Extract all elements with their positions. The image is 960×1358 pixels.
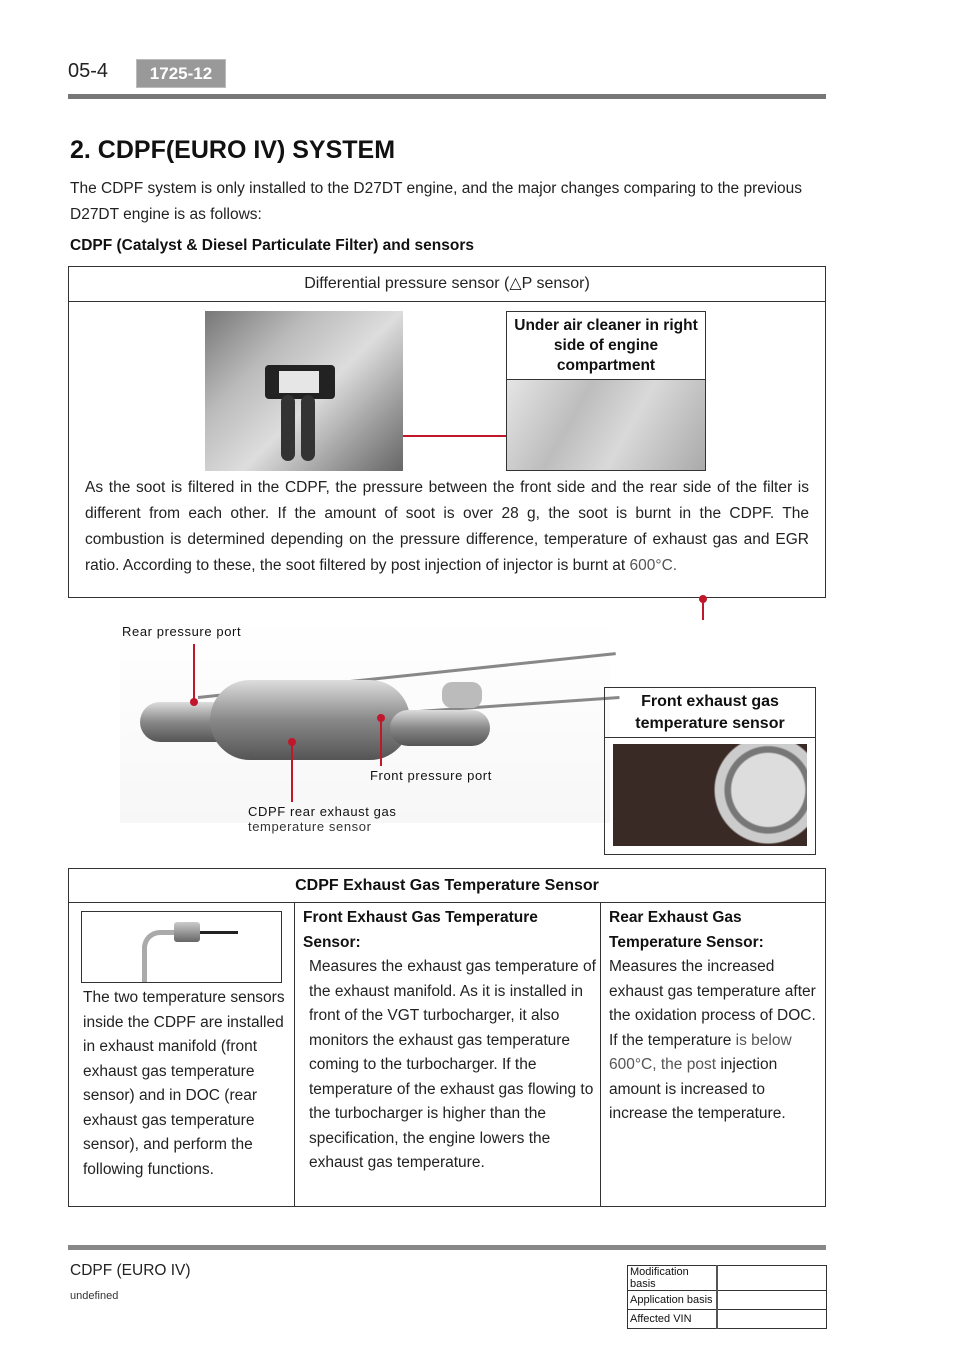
front-pressure-port-label: Front pressure port — [370, 768, 492, 783]
leader-dot — [190, 698, 198, 706]
basis-label: Affected VIN — [628, 1310, 718, 1329]
leader-dot — [377, 714, 385, 722]
probe-wire — [200, 931, 238, 934]
section-subheading: CDPF (Catalyst & Diesel Particulate Filter) and sensors — [70, 237, 474, 254]
front-sensor-content — [303, 906, 599, 1176]
probe-nut — [174, 922, 200, 942]
front-sensor-column — [295, 902, 601, 1206]
footer-subtitle: undefined — [70, 1290, 119, 1302]
leader-dot — [288, 738, 296, 746]
probe-stem — [142, 946, 147, 982]
page-number: 05-4 — [68, 60, 109, 82]
footer-title: CDPF (EURO IV) — [70, 1262, 191, 1279]
rear-sensor-text-b: is below 600°C, the post — [609, 1031, 792, 1073]
section-title: 2. CDPF(EURO IV) SYSTEM — [70, 136, 396, 164]
basis-label: Modification basis — [628, 1266, 718, 1291]
description-main: As the soot is filtered in the CDPF, the pressure between the front side and the rear side of the filter is different from each other. If the amount of soot is over 28 g, the soot is burnt in the CDPF. The combustion is determined depending on the pressure difference, temperature of exhaust gas and EGR ratio. According to these, the soot filtered by post injection of injector is burnt at — [85, 479, 809, 574]
rear-sensor-column — [601, 902, 825, 1206]
rear-sensor-text — [609, 955, 825, 1127]
engine-compartment-photo — [507, 380, 705, 470]
location-label: Under air cleaner in right side of engine compartment — [507, 312, 705, 380]
code-badge: 1725-12 — [136, 59, 226, 88]
leader-dot — [699, 595, 707, 603]
sensor-label-plate — [279, 371, 319, 393]
basis-label: Application basis — [628, 1291, 718, 1310]
front-sensor-title: Front Exhaust Gas Temperature Sensor: — [303, 909, 538, 951]
overview-column — [69, 902, 295, 1206]
leader-line — [291, 742, 293, 802]
cdpf-assembly-figure — [120, 618, 610, 834]
description-temperature: 600°C. — [629, 557, 678, 574]
basis-row — [628, 1266, 827, 1291]
differential-sensor-heading: Differential pressure sensor (△P sensor) — [69, 267, 825, 302]
basis-row — [628, 1310, 827, 1329]
basis-row — [628, 1291, 827, 1310]
rear-sensor-text-a: Measures the increased exhaust gas temperature after the oxidation process of DOC. If the temperature — [609, 958, 816, 1049]
sensor-hose — [301, 395, 315, 461]
rear-sensor-content — [609, 906, 825, 1127]
rear-sensor-title: Rear Exhaust Gas Temperature Sensor: — [609, 909, 764, 951]
differential-sensor-description — [85, 475, 809, 579]
outlet-flange — [442, 682, 482, 708]
front-sensor-text: Measures the exhaust gas temperature of the exhaust manifold. As it is installed in front of the VGT turbocharger, it also monitors the exhaust gas temperature coming to the turbocharger. If the temperature of the exhaust gas flowing to the turbocharger is higher than the specification, the engine lowers the exhaust gas temperature. — [309, 958, 596, 1171]
basis-value — [717, 1291, 827, 1310]
outlet-pipe — [390, 710, 490, 746]
footer-rule — [68, 1245, 826, 1250]
temp-sensor-table — [68, 868, 826, 1207]
rear-sensor-text-c: injection amount is increased to increase the temperature. — [609, 1056, 786, 1122]
rear-temp-sensor-label: CDPF rear exhaust gas — [248, 804, 397, 819]
front-temp-sensor-photo — [613, 744, 807, 846]
temp-sensor-table-heading: CDPF Exhaust Gas Temperature Sensor — [69, 869, 825, 903]
header-rule — [68, 94, 826, 99]
differential-pressure-sensor-panel — [68, 266, 826, 598]
rear-temp-sensor-label-line2: temperature sensor — [248, 819, 372, 834]
front-temp-sensor-label: Front exhaust gas temperature sensor — [605, 688, 815, 738]
leader-line — [380, 718, 382, 766]
differential-sensor-photo — [205, 311, 403, 471]
basis-value — [717, 1310, 827, 1329]
temperature-probe-photo — [81, 911, 282, 983]
overview-text: The two temperature sensors inside the CDPF are installed in exhaust manifold (front exhaust gas temperature sensor) and in DOC (rear exhaust gas temperature sensor), and perform the following functions. — [83, 989, 285, 1178]
sensor-hose — [281, 395, 295, 461]
probe-bend — [142, 930, 176, 950]
front-temp-sensor-box — [604, 687, 816, 855]
leader-line — [193, 644, 195, 702]
section-intro: The CDPF system is only installed to the D27DT engine, and the major changes comparing to the previous D27DT engine is as follows: — [70, 180, 803, 223]
location-box — [506, 311, 706, 471]
basis-value — [717, 1266, 827, 1291]
basis-table — [627, 1265, 827, 1329]
rear-pressure-port-label: Rear pressure port — [122, 624, 242, 639]
